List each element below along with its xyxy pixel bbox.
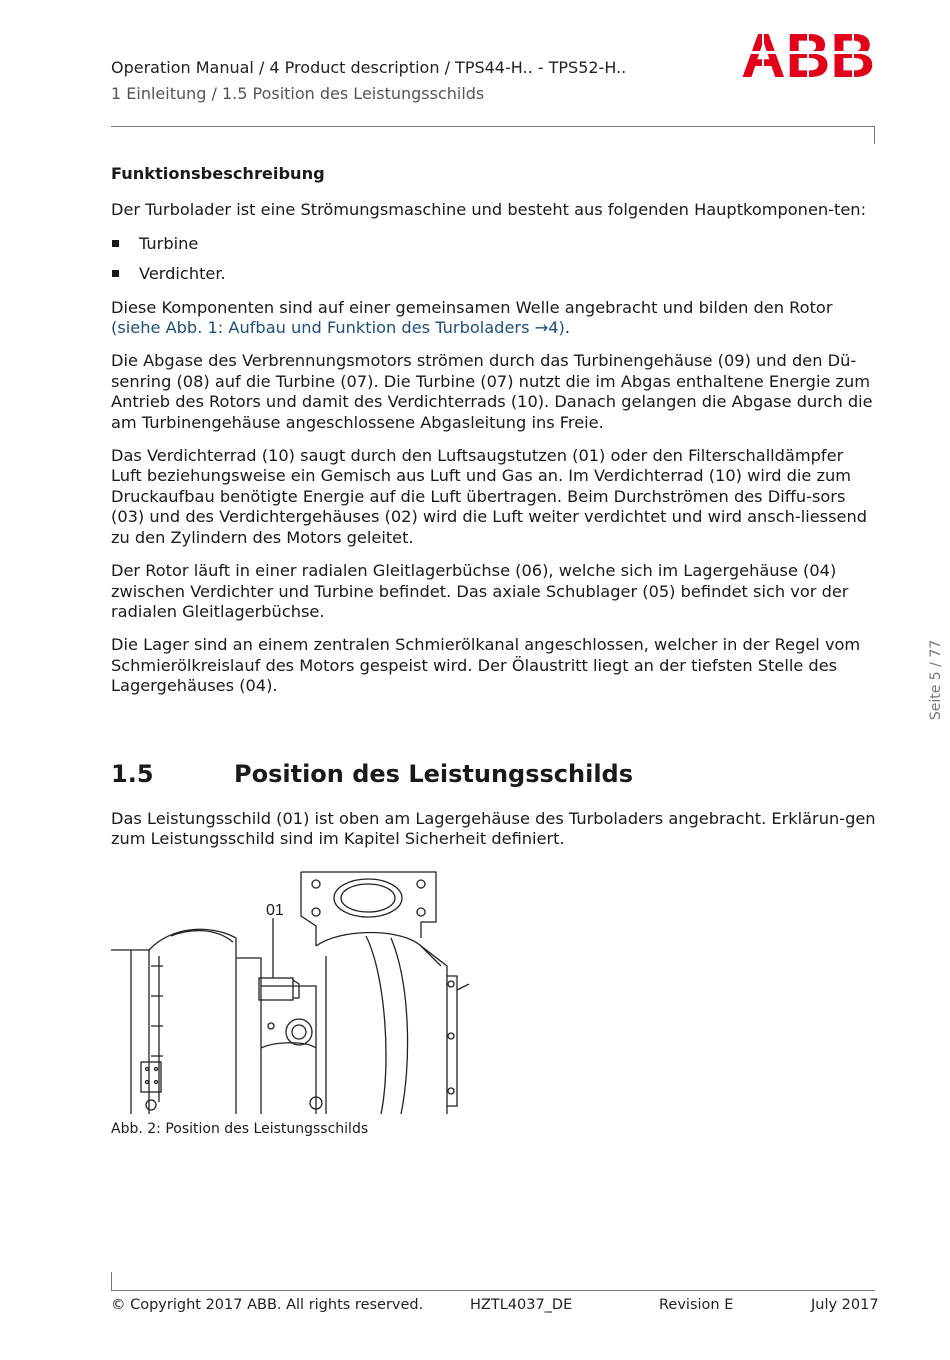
bearing-paragraph: Der Rotor läuft in einer radialen Gleitlagerbüchse (06), welche sich im Lagergehäuse (04) zwischen Verdichter und Turbine befindet. Das axiale Schublager (05) befindet sich vor der radialen Gleitlagerbüchse. bbox=[111, 561, 849, 621]
footer-rule-tick bbox=[111, 1272, 112, 1290]
section-title: Position des Leistungsschilds bbox=[234, 760, 634, 788]
figure-callout-01: 01 bbox=[266, 902, 284, 919]
figure-caption: Abb. 2: Position des Leistungsschilds bbox=[111, 1121, 369, 1137]
breadcrumb: Operation Manual / 4 Product description / TPS44-H.. - TPS52-H.. bbox=[111, 58, 627, 77]
component-list bbox=[111, 234, 877, 285]
page-number-vertical bbox=[926, 630, 946, 730]
rotor-text: Diese Komponenten sind auf einer gemeinsamen Welle angebracht und bilden den Rotor bbox=[111, 297, 833, 317]
section-heading-funktion: Funktionsbeschreibung bbox=[111, 164, 325, 183]
figure-reference-link[interactable]: (siehe Abb. 1: Aufbau und Funktion des Turboladers →4) bbox=[111, 318, 565, 338]
header-rule bbox=[111, 126, 875, 127]
list-item: Turbine bbox=[111, 234, 877, 254]
compressor-paragraph: Das Verdichterrad (10) saugt durch den Luftsaugstutzen (01) oder den Filterschalldämpfer Luft beziehungsweise ein Gemisch aus Luft und Gas an. Im Verdichterrad (10) wird die zum Druckaufbau benötigte Energie auf die Luft übertragen. Beim Durchströmen des Diffu-sors (03) und des Verdichtergehäuses (02) wird die Luft weiter verdichtet und wird ansch-liessend zu den Zylindern des Motors geleitet. bbox=[111, 446, 868, 547]
header-rule-tick bbox=[874, 126, 875, 144]
oil-paragraph: Die Lager sind an einem zentralen Schmierölkanal angeschlossen, welcher in der Regel vom Schmierölkreislauf des Motors gespeist wird. Der Ölaustritt liegt an der tiefsten Stelle des Lagergehäuses (04). bbox=[111, 635, 861, 696]
footer-rule bbox=[111, 1290, 875, 1291]
rotor-text-end: . bbox=[564, 318, 570, 338]
rotor-paragraph bbox=[111, 298, 877, 339]
footer-doc-id: HZTL4037_DE bbox=[470, 1297, 573, 1313]
footer-date: July 2017 bbox=[811, 1297, 879, 1313]
page-number-text: Seite 5 / 77 bbox=[928, 639, 944, 721]
main-content bbox=[111, 164, 877, 710]
exhaust-paragraph: Die Abgase des Verbrennungsmotors strömen durch das Turbinengehäuse (09) und den Dü-senring (08) auf die Turbine (07). Die Turbine (07) nutzt die im Abgas enthaltene Energie zum Antrieb des Rotors und damit des Verdichterrads (10). Danach gelangen die Abgase durch die am Turbinengehäuse angeschlossene Abgasleitung ins Freie. bbox=[111, 351, 873, 432]
intro-paragraph: Der Turbolader ist eine Strömungsmaschine und besteht aus folgenden Hauptkomponen-ten: bbox=[111, 200, 867, 220]
footer-revision: Revision E bbox=[659, 1297, 734, 1313]
footer-copyright: © Copyright 2017 ABB. All rights reserved. bbox=[111, 1297, 424, 1313]
turbocharger-illustration bbox=[111, 866, 471, 1114]
section-body: Das Leistungsschild (01) ist oben am Lagergehäuse des Turboladers angebracht. Erklärun-gen zum Leistungsschild sind im Kapitel Sicherheit definiert. bbox=[111, 809, 876, 849]
list-item: Verdichter. bbox=[111, 264, 877, 284]
sub-breadcrumb: 1 Einleitung / 1.5 Position des Leistungsschilds bbox=[111, 84, 485, 103]
section-number: 1.5 bbox=[111, 760, 154, 788]
abb-logo bbox=[740, 28, 876, 80]
